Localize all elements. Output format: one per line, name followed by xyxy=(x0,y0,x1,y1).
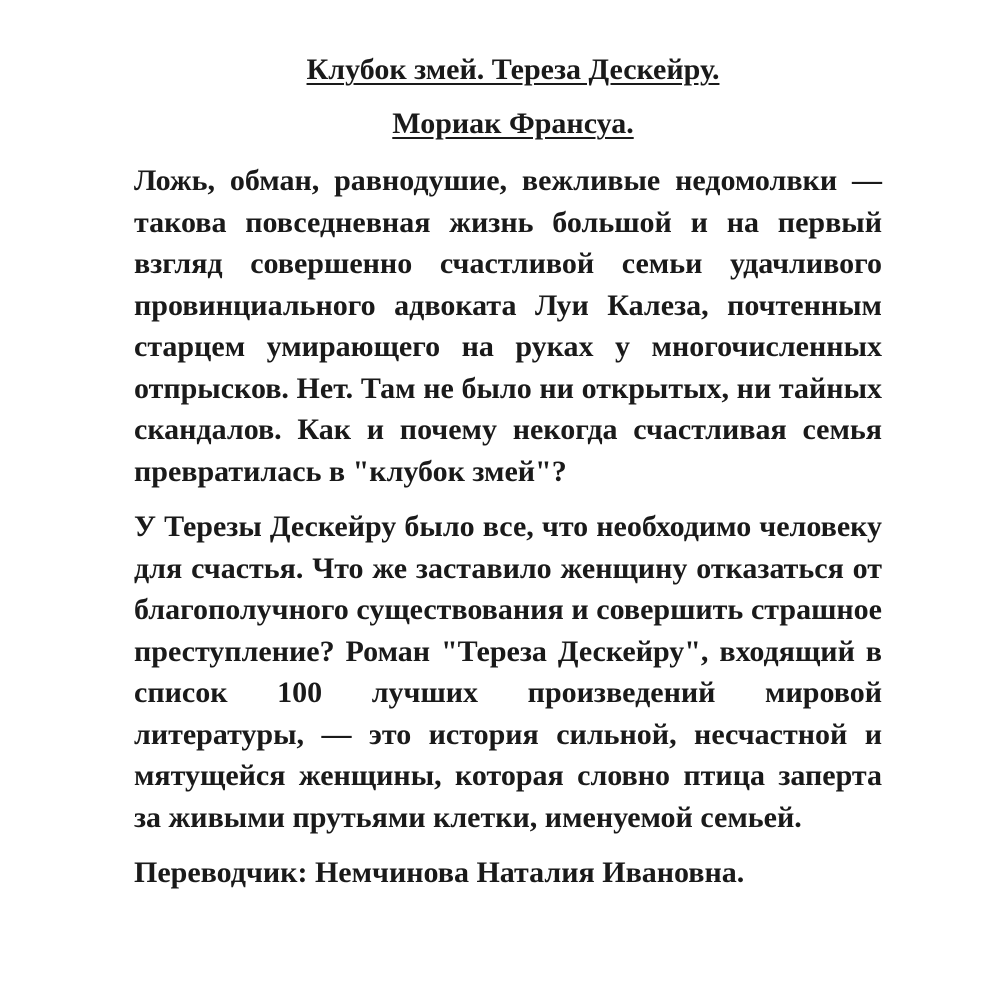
description-paragraph-2: У Терезы Дескейру было все, что необходимо человеку для счастья. Что же заставило женщину отказаться от благополучного существования и совершить страшное преступление? Роман "Тереза Дескейру", входящий в список 100 лучших произведений мировой литературы, — это история сильной, несчастной и мятущейся женщины, которая словно птица заперта за живыми прутьями клетки, именуемой семьей. xyxy=(134,510,882,834)
translator-line: Переводчик: Немчинова Наталия Ивановна. xyxy=(134,856,745,889)
book-description-page xyxy=(134,52,882,894)
book-author: Мориак Франсуа. xyxy=(392,107,634,140)
description-paragraph-1: Ложь, обман, равнодушие, вежливые недомолвки — такова повседневная жизнь большой и на первый взгляд совершенно счастливой семьи удачливого провинциального адвоката Луи Калеза, почтенным старцем умирающего на руках у многочисленных отпрысков. Нет. Там не было ни открытых, ни тайных скандалов. Как и почему некогда счастливая семья превратилась в "клубок змей"? xyxy=(134,164,882,488)
book-title: Клубок змей. Тереза Дескейру. xyxy=(306,53,720,86)
